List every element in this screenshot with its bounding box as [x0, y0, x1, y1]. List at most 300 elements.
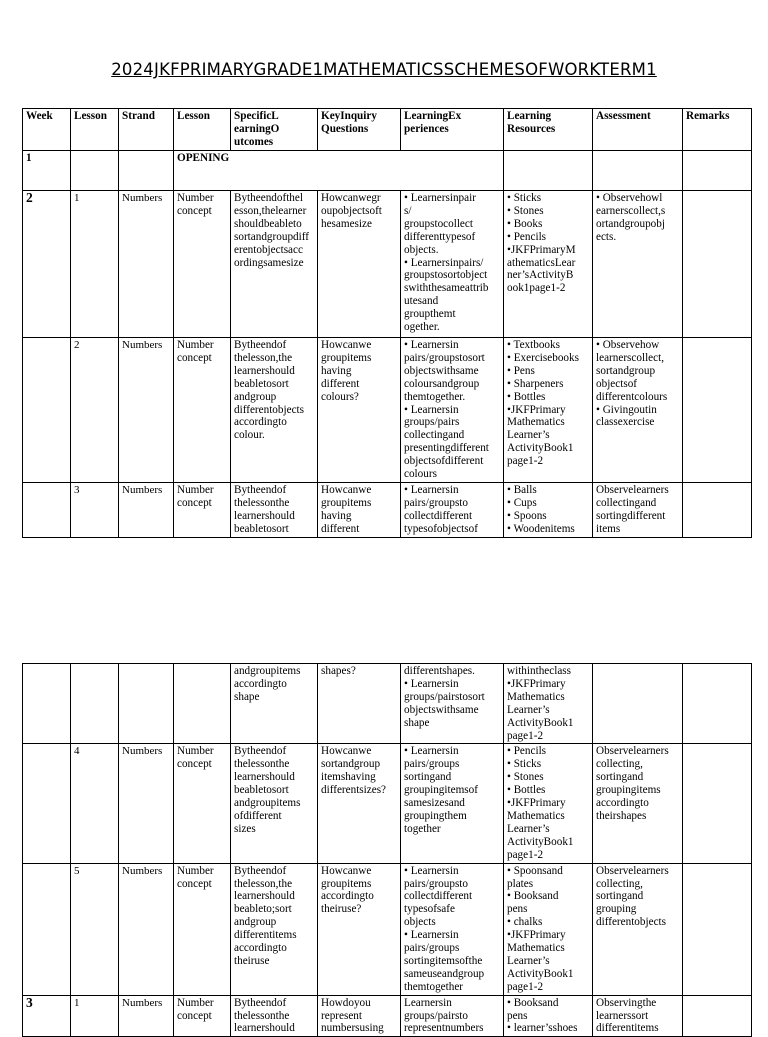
strand-cell — [119, 338, 174, 483]
inquiry-questions-cell-line: hesamesize — [321, 217, 372, 230]
column-header-text: periences — [404, 122, 449, 135]
learning-resources-cell-line: • Booksand — [507, 890, 559, 903]
learning-outcomes-cell — [231, 744, 318, 863]
assessment-cell — [593, 191, 683, 338]
week-cell — [23, 863, 71, 995]
learning-experiences-cell — [401, 338, 504, 483]
assessment-cell-line: Observingthe — [596, 996, 657, 1009]
learning-experiences-cell-line: • Learnersin — [404, 745, 459, 758]
inquiry-questions-cell — [318, 664, 401, 744]
inquiry-questions-cell-line: groupitems — [321, 351, 372, 364]
sub-strand-cell — [174, 338, 231, 483]
learning-resources-cell-line: plates — [507, 877, 534, 890]
learning-experiences-cell — [401, 744, 504, 863]
learning-experiences-cell-line: samesizesand — [404, 797, 465, 810]
assessment-cell — [593, 863, 683, 995]
learning-experiences-cell — [401, 863, 504, 995]
assessment-cell-line: sortingand — [596, 771, 644, 784]
learning-experiences-cell-line: sameuseandgroup — [404, 967, 485, 980]
learning-outcomes-cell-line: andgroupitems — [234, 665, 301, 677]
inquiry-questions-cell-line: Howcanwe — [321, 745, 372, 758]
inquiry-questions-cell-line: groupitems — [321, 496, 372, 509]
learning-experiences-cell-line: swiththesameattrib — [404, 282, 489, 295]
learning-outcomes-cell-line: andgroup — [234, 916, 277, 929]
lesson-number-cell — [71, 482, 119, 537]
learning-resources-cell-line: Mathematics — [507, 416, 565, 429]
learning-resources-cell — [504, 338, 593, 483]
lesson-number-cell-line: 4 — [74, 745, 80, 758]
table-row — [23, 482, 752, 537]
learning-resources-cell-line: ner’sActivityB — [507, 269, 574, 282]
remarks-cell — [683, 191, 752, 338]
assessment-cell — [593, 995, 683, 1037]
learning-resources-cell-line: ook1page1-2 — [507, 282, 566, 295]
learning-outcomes-cell-line: esson,thelearner — [234, 204, 307, 217]
column-header-text: Lesson — [177, 110, 210, 122]
lesson-number-cell-line: 1 — [74, 192, 80, 204]
sub-strand-cell-line: concept — [177, 496, 212, 509]
strand-cell — [119, 191, 174, 338]
learning-outcomes-cell — [231, 338, 318, 483]
learning-experiences-cell-line: collectdifferent — [404, 890, 473, 903]
learning-experiences-cell-line: groupthemt — [404, 308, 456, 321]
learning-experiences-cell-line: representnumbers — [404, 1022, 484, 1035]
column-header-text: Learning — [507, 110, 552, 122]
learning-resources-cell-line: • Bottles — [507, 390, 546, 403]
learning-outcomes-cell-line: Bytheendof — [234, 745, 287, 758]
learning-outcomes-cell-line: accordingto — [234, 677, 287, 690]
learning-outcomes-cell-line: andgroup — [234, 390, 277, 403]
column-header-text: utcomes — [234, 135, 274, 148]
learning-experiences-cell-line: collectingand — [404, 429, 465, 442]
lesson-number-cell — [71, 664, 119, 744]
week-cell — [23, 744, 71, 863]
learning-experiences-cell-line: coloursandgroup — [404, 377, 480, 390]
learning-resources-cell-line: • Sharpeners — [507, 377, 564, 390]
learning-resources-cell-line: ActivityBook1 — [507, 835, 574, 848]
week-cell — [23, 664, 71, 744]
table-header-row — [23, 109, 752, 151]
learning-resources-cell-line: Learner’s — [507, 822, 550, 835]
assessment-cell — [593, 482, 683, 537]
assessment-cell-line: grouping — [596, 903, 637, 916]
learning-outcomes-cell-line: Bytheendofthel — [234, 192, 303, 204]
column-header-text: Strand — [122, 110, 155, 122]
assessment-cell-line: sortingand — [596, 890, 644, 903]
learning-resources-cell-line: Learner’s — [507, 703, 550, 716]
column-header-text: Questions — [321, 122, 369, 135]
assessment-cell-line: • Observehow — [596, 339, 660, 351]
remarks-cell — [683, 995, 752, 1037]
learning-experiences-cell-line: ogether. — [404, 321, 440, 334]
strand-cell-line: Numbers — [122, 192, 163, 204]
learning-outcomes-cell-line: shouldbeableto — [234, 217, 302, 230]
learning-resources-cell — [504, 191, 593, 338]
lesson-number-cell-line: 1 — [74, 996, 80, 1009]
learning-resources-cell-line: page1-2 — [507, 455, 544, 468]
inquiry-questions-cell-line: itemshaving — [321, 771, 376, 784]
learning-resources-cell-line: • Booksand — [507, 996, 559, 1009]
inquiry-questions-cell-line: sortandgroup — [321, 758, 381, 771]
learning-outcomes-cell-line: shape — [234, 690, 260, 703]
learning-experiences-cell-line: colours — [404, 468, 437, 481]
learning-outcomes-cell-line: thelesson,the — [234, 351, 293, 364]
learning-experiences-cell-line: • Learnersin — [404, 483, 459, 496]
column-header-text: SpecificL — [234, 110, 279, 122]
learning-experiences-cell-line: sortingand — [404, 771, 452, 784]
learning-resources-cell-line: page1-2 — [507, 848, 544, 861]
column-header — [119, 109, 174, 151]
learning-outcomes-cell-line: colour. — [234, 429, 265, 442]
sub-strand-cell-line: Number — [177, 745, 214, 758]
learning-outcomes-cell-line: sortandgroupdiff — [234, 230, 309, 243]
inquiry-questions-cell-line: Howcanwe — [321, 339, 372, 351]
assessment-cell-line: items — [596, 522, 621, 535]
remarks-cell — [683, 863, 752, 995]
assessment-cell-line: groupingitems — [596, 784, 661, 797]
lesson-number-cell — [71, 995, 119, 1037]
learning-outcomes-cell-line: thelessonthe — [234, 1009, 290, 1022]
inquiry-questions-cell-line: differentsizes? — [321, 784, 387, 797]
learning-experiences-cell-line: objectswithsame — [404, 364, 479, 377]
assessment-cell — [593, 744, 683, 863]
inquiry-questions-cell — [318, 191, 401, 338]
learning-resources-cell-line: • Books — [507, 217, 543, 230]
column-header — [593, 109, 683, 151]
table-row — [23, 744, 752, 863]
learning-resources-cell-line: • Woodenitems — [507, 522, 575, 535]
inquiry-questions-cell — [318, 744, 401, 863]
learning-experiences-cell-line: pairs/groups — [404, 942, 460, 955]
week-cell — [23, 338, 71, 483]
strand-cell-line: Numbers — [122, 864, 163, 877]
learning-experiences-cell-line: pairs/groupsto — [404, 496, 469, 509]
assessment-cell-line: differentitems — [596, 1022, 659, 1035]
learning-resources-cell-line: • Cups — [507, 496, 537, 509]
table-row — [23, 664, 752, 744]
learning-experiences-cell — [401, 995, 504, 1037]
scheme-table-page-1 — [22, 108, 752, 538]
assessment-cell-line: • Givingoutin — [596, 403, 657, 416]
inquiry-questions-cell-line: Howcanwegr — [321, 192, 381, 204]
learning-experiences-cell-line: pairs/groupsto — [404, 877, 469, 890]
inquiry-questions-cell — [318, 482, 401, 537]
assessment-cell-line: collectingand — [596, 496, 657, 509]
learning-resources-cell-line: • Textbooks — [507, 339, 560, 351]
learning-resources-cell-line: page1-2 — [507, 729, 544, 742]
learning-resources-cell-line: • Sticks — [507, 758, 542, 771]
assessment-cell-line: differentcolours — [596, 390, 668, 403]
learning-outcomes-cell — [231, 995, 318, 1037]
learning-outcomes-cell — [231, 482, 318, 537]
week-cell — [23, 995, 71, 1037]
sub-strand-cell — [174, 482, 231, 537]
inquiry-questions-cell-line: Howcanwe — [321, 483, 372, 496]
learning-resources-cell-line: •JKFPrimary — [507, 677, 566, 690]
inquiry-questions-cell-line: different — [321, 522, 360, 535]
learning-resources-cell-line: •JKFPrimaryM — [507, 243, 576, 256]
learning-experiences-cell-line: s/ — [404, 204, 412, 217]
learning-experiences-cell-line: collectdifferent — [404, 509, 473, 522]
learning-resources-cell-line: • Exercisebooks — [507, 351, 579, 364]
assessment-cell-line: classexercise — [596, 416, 655, 429]
sub-strand-cell — [174, 664, 231, 744]
column-header-text: Resources — [507, 122, 556, 135]
inquiry-questions-cell-line: oupobjectsoft — [321, 204, 382, 217]
column-header — [71, 109, 119, 151]
column-header — [318, 109, 401, 151]
learning-experiences-cell-line: typesofsafe — [404, 903, 455, 916]
learning-experiences-cell-line: groupingthem — [404, 809, 467, 822]
lesson-number-cell-line: 5 — [74, 864, 80, 877]
inquiry-questions-cell — [318, 338, 401, 483]
inquiry-questions-cell-line: Howcanwe — [321, 864, 372, 877]
learning-outcomes-cell-line: ordingsamesize — [234, 256, 304, 269]
assessment-cell-line: learnerssort — [596, 1009, 649, 1022]
week-cell-line: 3 — [26, 995, 33, 1010]
learning-outcomes-cell-line: accordingto — [234, 942, 287, 955]
assessment-cell-line: sortingdifferent — [596, 509, 666, 522]
learning-resources-cell-line: ActivityBook1 — [507, 967, 574, 980]
learning-outcomes-cell-line: beabletosort — [234, 377, 289, 390]
sub-strand-cell-line: Number — [177, 996, 214, 1009]
learning-outcomes-cell-line: learnershould — [234, 771, 295, 784]
table-row — [23, 995, 752, 1037]
assessment-cell-line: earnerscollect,s — [596, 204, 666, 217]
inquiry-questions-cell — [318, 863, 401, 995]
learning-resources-cell-line: Mathematics — [507, 809, 565, 822]
learning-experiences-cell-line: • Learnersin — [404, 929, 459, 942]
learning-experiences-cell-line: • Learnersin — [404, 677, 459, 690]
strand-cell-line: Numbers — [122, 483, 163, 496]
column-header — [504, 109, 593, 151]
assessment-cell-line: collecting, — [596, 877, 643, 890]
learning-experiences-cell-line: objects — [404, 916, 436, 929]
learning-experiences-cell-line: • Learnersin — [404, 864, 459, 877]
inquiry-questions-cell-line: having — [321, 509, 352, 522]
column-header-text: LearningEx — [404, 110, 462, 122]
remarks-cell — [683, 338, 752, 483]
assessment-cell-line: Observelearners — [596, 745, 669, 758]
assessment-cell-line: sortandgroup — [596, 364, 656, 377]
learning-outcomes-cell-line: Bytheendof — [234, 996, 287, 1009]
column-header — [231, 109, 318, 151]
learning-resources-cell-line: • learner’sshoes — [507, 1022, 578, 1035]
learning-outcomes-cell-line: Bytheendof — [234, 483, 287, 496]
inquiry-questions-cell-line: colours? — [321, 390, 359, 403]
lesson-number-cell — [71, 338, 119, 483]
learning-outcomes-cell-line: beableto;sort — [234, 903, 292, 916]
learning-experiences-cell-line: differenttypesof — [404, 230, 476, 243]
learning-experiences-cell-line: objects. — [404, 243, 439, 256]
learning-experiences-cell-line: pairs/groups — [404, 758, 460, 771]
column-header-text: Lesson — [74, 110, 107, 122]
learning-experiences-cell-line: • Learnersinpairs/ — [404, 256, 484, 269]
strand-cell — [119, 863, 174, 995]
column-header — [174, 109, 231, 151]
inquiry-questions-cell-line: theiruse? — [321, 903, 362, 916]
learning-resources-cell-line: • Stones — [507, 204, 544, 217]
assessment-cell-line: Observelearners — [596, 864, 669, 877]
strand-cell — [119, 664, 174, 744]
learning-resources-cell-line: Learner’s — [507, 429, 550, 442]
week-cell — [23, 482, 71, 537]
learning-experiences-cell-line: objectswithsame — [404, 703, 479, 716]
learning-outcomes-cell-line: Bytheendof — [234, 864, 287, 877]
strand-cell-line: Numbers — [122, 339, 163, 351]
learning-outcomes-cell-line: thelesson,the — [234, 877, 293, 890]
column-header-text: KeyInquiry — [321, 110, 377, 122]
strand-cell-line: Numbers — [122, 996, 163, 1009]
learning-outcomes-cell — [231, 863, 318, 995]
learning-resources-cell-line: pens — [507, 903, 528, 916]
learning-experiences-cell-line: themtogether — [404, 980, 464, 993]
table-row — [23, 863, 752, 995]
learning-resources-cell-line: •JKFPrimary — [507, 929, 566, 942]
learning-experiences-cell-line: • Learnersin — [404, 339, 459, 351]
learning-experiences-cell-line: groupingitemsof — [404, 784, 478, 797]
learning-resources-cell-line: Mathematics — [507, 942, 565, 955]
assessment-cell-line: theirshapes — [596, 809, 647, 822]
learning-experiences-cell-line: shape — [404, 716, 430, 729]
learning-resources-cell-line: • Pencils — [507, 745, 547, 758]
sub-strand-cell-line: concept — [177, 758, 212, 771]
column-header — [23, 109, 71, 151]
sub-strand-cell-line: concept — [177, 1009, 212, 1022]
learning-resources-cell-line: Learner’s — [507, 954, 550, 967]
learning-experiences-cell — [401, 482, 504, 537]
learning-resources-cell-line: • Sticks — [507, 192, 542, 204]
week-cell — [23, 191, 71, 338]
learning-experiences-cell-line: • Learnersin — [404, 403, 459, 416]
learning-experiences-cell-line: together — [404, 822, 441, 835]
learning-outcomes-cell — [231, 664, 318, 744]
learning-experiences-cell-line: presentingdifferent — [404, 442, 489, 455]
opening-row — [23, 151, 752, 191]
learning-outcomes-cell-line: beabletosort — [234, 522, 289, 535]
inquiry-questions-cell — [318, 995, 401, 1037]
column-header-text: Assessment — [596, 110, 651, 122]
learning-experiences-cell-line: differentshapes. — [404, 665, 475, 677]
learning-resources-cell — [504, 664, 593, 744]
learning-resources-cell-line: Mathematics — [507, 690, 565, 703]
lesson-number-cell-line: 2 — [74, 339, 80, 351]
learning-experiences-cell-line: groups/pairs — [404, 416, 460, 429]
strand-cell — [119, 995, 174, 1037]
assessment-cell-line: • Observehowl — [596, 192, 663, 204]
learning-resources-cell-line: • Spoons — [507, 509, 547, 522]
learning-experiences-cell — [401, 191, 504, 338]
learning-resources-cell-line: • Balls — [507, 483, 537, 496]
strand-cell — [119, 744, 174, 863]
learning-resources-cell-line: • Pens — [507, 364, 535, 377]
learning-resources-cell-line: athematicsLear — [507, 256, 576, 269]
sub-strand-cell-line: concept — [177, 351, 212, 364]
table-row — [23, 338, 752, 483]
sub-strand-cell — [174, 744, 231, 863]
assessment-cell-line: ects. — [596, 230, 617, 243]
column-header-text: earningO — [234, 122, 280, 135]
sub-strand-cell — [174, 191, 231, 338]
strand-cell — [119, 482, 174, 537]
lesson-number-cell — [71, 191, 119, 338]
sub-strand-cell-line: Number — [177, 864, 214, 877]
learning-experiences-cell-line: themtogether. — [404, 390, 466, 403]
learning-outcomes-cell-line: learnershould — [234, 890, 295, 903]
assessment-cell — [593, 338, 683, 483]
learning-outcomes-cell-line: sizes — [234, 822, 256, 835]
sub-strand-cell-line: concept — [177, 204, 212, 217]
inquiry-questions-cell-line: numbersusing — [321, 1022, 384, 1035]
inquiry-questions-cell-line: groupitems — [321, 877, 372, 890]
remarks-cell — [683, 664, 752, 744]
learning-outcomes-cell-line: learnershould — [234, 364, 295, 377]
learning-outcomes-cell-line: differentitems — [234, 929, 297, 942]
learning-experiences-cell-line: Learnersin — [404, 996, 452, 1009]
learning-experiences-cell-line: groups/pairstosort — [404, 690, 485, 703]
learning-outcomes-cell-line: Bytheendof — [234, 339, 287, 351]
learning-experiences-cell-line: sortingitemsofthe — [404, 954, 483, 967]
opening-label: OPENING — [174, 151, 504, 191]
learning-experiences-cell-line: groupstosortobject — [404, 269, 488, 282]
inquiry-questions-cell-line: accordingto — [321, 890, 374, 903]
learning-outcomes-cell-line: erentobjectsacc — [234, 243, 303, 256]
sub-strand-cell-line: concept — [177, 877, 212, 890]
learning-outcomes-cell-line: ofdifferent — [234, 809, 282, 822]
learning-outcomes-cell-line: thelessonthe — [234, 496, 290, 509]
learning-resources-cell-line: pens — [507, 1009, 528, 1022]
opening-week: 1 — [23, 151, 71, 191]
learning-experiences-cell-line: utesand — [404, 295, 439, 308]
assessment-cell-line: accordingto — [596, 797, 649, 810]
learning-experiences-cell-line: pairs/groupstosort — [404, 351, 485, 364]
learning-resources-cell-line: withintheclass — [507, 665, 572, 677]
learning-resources-cell-line: ActivityBook1 — [507, 442, 574, 455]
sub-strand-cell — [174, 995, 231, 1037]
sub-strand-cell — [174, 863, 231, 995]
sub-strand-cell-line: Number — [177, 483, 214, 496]
learning-resources-cell-line: page1-2 — [507, 980, 544, 993]
learning-outcomes-cell-line: beabletosort — [234, 784, 289, 797]
learning-experiences-cell-line: groupstocollect — [404, 217, 473, 230]
lesson-number-cell — [71, 744, 119, 863]
remarks-cell — [683, 744, 752, 863]
remarks-cell — [683, 482, 752, 537]
learning-experiences-cell-line: objectsofdifferent — [404, 455, 484, 468]
learning-resources-cell-line: ActivityBook1 — [507, 716, 574, 729]
assessment-cell — [593, 664, 683, 744]
inquiry-questions-cell-line: different — [321, 377, 360, 390]
learning-resources-cell-line: • Stones — [507, 771, 544, 784]
learning-outcomes-cell-line: thelessonthe — [234, 758, 290, 771]
learning-outcomes-cell — [231, 191, 318, 338]
sub-strand-cell-line: Number — [177, 339, 214, 351]
inquiry-questions-cell-line: shapes? — [321, 665, 356, 677]
sub-strand-cell-line: Number — [177, 192, 214, 204]
learning-outcomes-cell-line: differentobjects — [234, 403, 304, 416]
learning-resources-cell-line: •JKFPrimary — [507, 797, 566, 810]
learning-resources-cell — [504, 744, 593, 863]
learning-experiences-cell-line: groups/pairsto — [404, 1009, 469, 1022]
learning-resources-cell-line: • Spoonsand — [507, 864, 563, 877]
learning-experiences-cell — [401, 664, 504, 744]
learning-outcomes-cell-line: accordingto — [234, 416, 287, 429]
inquiry-questions-cell-line: Howdoyou — [321, 996, 371, 1009]
inquiry-questions-cell-line: represent — [321, 1009, 362, 1022]
assessment-cell-line: learnerscollect, — [596, 351, 665, 364]
learning-outcomes-cell-line: andgroupitems — [234, 797, 301, 810]
document-title: 2024JKFPRIMARYGRADE1MATHEMATICSSCHEMESOFWORKTERM1 — [111, 60, 657, 79]
